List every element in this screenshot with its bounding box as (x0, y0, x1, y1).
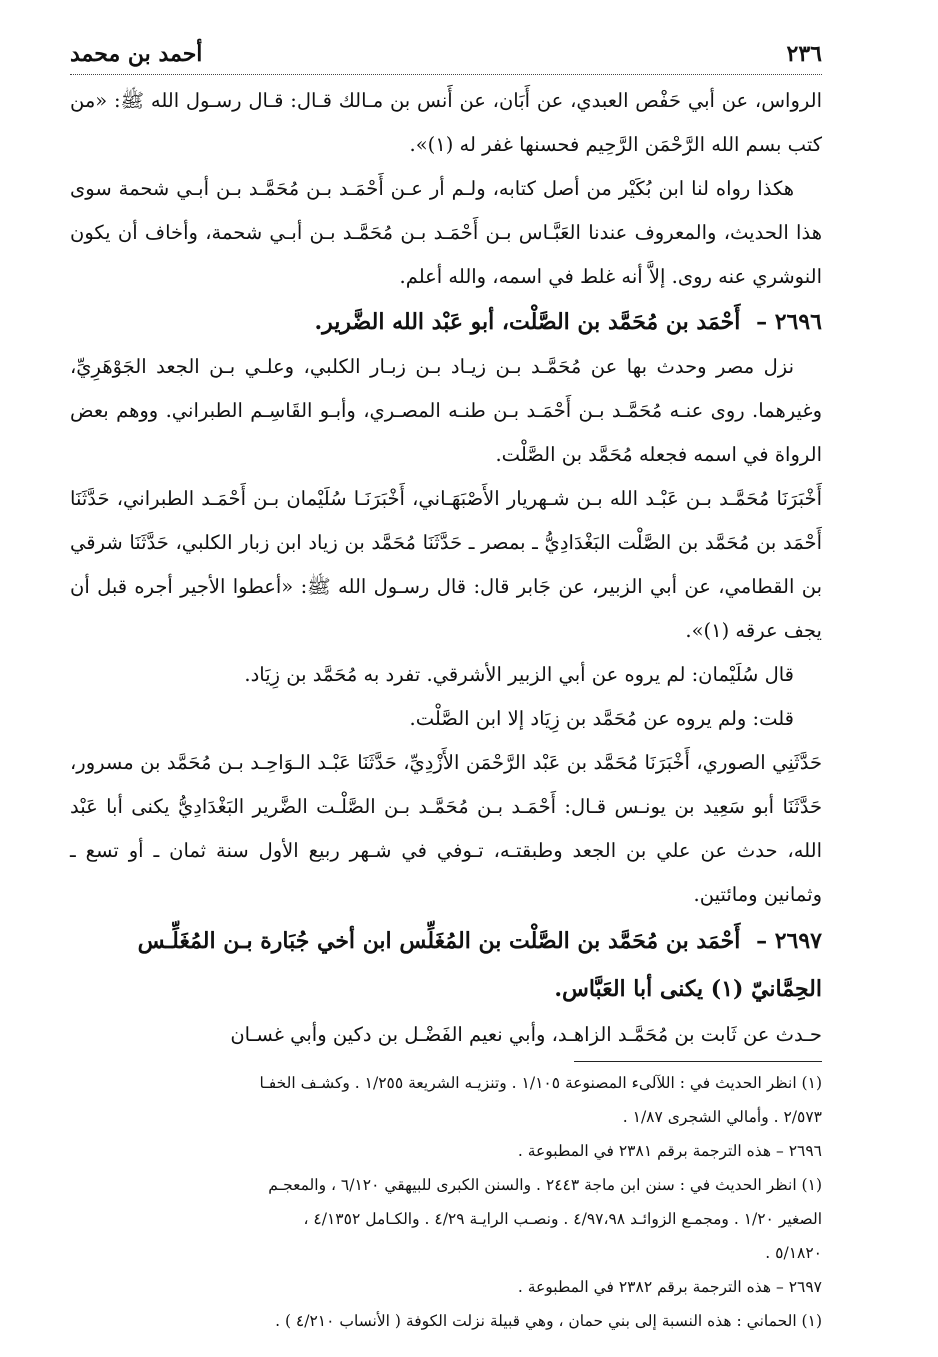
footnote-line: ٥/١٨٢٠ . (765, 1244, 822, 1262)
entry-heading-2697 (70, 917, 822, 1013)
main-text (70, 79, 822, 1057)
paragraph-2: هكذا رواه لنا ابن بُكَيْر من أصل كتابه، ولـم أر عـن أَحْمَـد بـن مُحَمَّـد بـن أبـي شحمة سوى هذا الحديث، والمعروف عندنا العَبَّـاس بـن أَحْمَـد بـن مُحَمَّـد بـن أبـي شحمة، وأخاف أن يكون النوشري عنه روى. إلاَّ أنه غلط في اسمه، والله أعلم. (70, 177, 822, 288)
page-number: ٢٣٦ (786, 41, 822, 67)
running-title: أحمد بن محمد (70, 41, 203, 67)
running-header (70, 34, 822, 75)
footnote-line: الصغير ١/٢٠ . ومجمـع الزوائـد ٤/٩٧،٩٨ . ونصـب الرايـة ٤/٢٩ . والكـامل ٤/١٣٥٢ ، (303, 1210, 822, 1228)
footnote-line: ٢٦٩٦ – هذه الترجمة برقم ٢٣٨١ في المطبوعة . (517, 1142, 822, 1160)
book-page (70, 34, 822, 1338)
footnote-separator (574, 1061, 822, 1062)
paragraph-3: نزل مصر وحدث بها عن مُحَمَّـد بـن زيـاد بـن زبـار الكلبي، وعلـي بـن الجعد الجَوْهَرِيِّ، وغيرهما. روى عنـه مُحَمَّـد بـن أَحْمَـد بـن طنـه المصـري، وأبـو القَاسِـم الطبراني. ووهم بعض الرواة في اسمه فجعله مُحَمَّد بن الصَّلْت. (70, 355, 822, 466)
entry-title: أَحْمَد بن مُحَمَّد بن الصَّلْت بن المُغَلِّس ابن أخي جُبَارة بـن المُغَلِّـس الحِمَّانيّ (١) يكنى أبا العَبَّاس. (137, 928, 822, 1002)
paragraph-1: الرواس، عن أبي حَفْص العبدي، عن أَبَان، عن أَنس بن مـالك قـال: قـال رسـول الله ﷺ: «من كتب بسم الله الرَّحْمَن الرَّحِيم فحسنها غفر له (١)». (70, 89, 822, 156)
footnote-line: (١) الحماني : هذه النسبة إلى بني حمان ، وهي قبيلة نزلت الكوفة ( الأنساب ٤/٢١٠ ) . (275, 1312, 822, 1330)
paragraph-4: أَخْبَرَنَا مُحَمَّـد بـن عَبْـد الله بـن شـهريار الأَصْبَهَـاني، أَخْبَرَنَـا سُلَيْمان بـن أَحْمَـد الطبراني، حَدَّثَنَا أَحْمَد بن مُحَمَّد بن الصَّلْت البَغْدَادِيُّ ـ بمصر ـ حَدَّثَنَا مُحَمَّد بن زياد ابن زبار الكلبي، حَدَّثَنَا شرقي بن القطامي، عن أبي الزبير، عن جَابر قال: قال رسـول الله ﷺ: «أعطوا الأجير أجره قبل أن يجف عرقه (١)». (70, 487, 822, 642)
paragraph-5: قال سُلَيْمان: لم يروه عن أبي الزبير الأشرقي. تفرد به مُحَمَّد بن زِيَاد. (244, 663, 794, 686)
paragraph-8: حـدث عن ثَابت بن مُحَمَّـد الزاهـد، وأبي نعيم الفَضْـل بن دكين وأبي غسـان (230, 1023, 822, 1046)
paragraph-6: قلت: ولم يروه عن مُحَمَّد بن زِيَاد إلا ابن الصَّلْت. (409, 707, 794, 730)
footnote-line: (١) انظر الحديث في : سنن ابن ماجة ٢٤٤٣ . والسنن الكبرى للبيهقي ٦/١٢٠ ، والمعجـم (268, 1176, 822, 1194)
paragraph-7: حَدَّثَنِي الصوري، أَخْبَرَنَا مُحَمَّد بن عَبْد الرَّحْمَن الأَزْدِيِّ، حَدَّثَنَا عَبْـد الـوَاحِـد بـن مُحَمَّد بن مسرور، حَدَّثَنَا أبو سَعِيد بن يونـس قـال: أَحْمَـد بـن مُحَمَّـد بـن الصَّلْـت الضَّرير البَغْدَادِيُّ يكنى أبا عَبْد الله، حدث عن علي بن الجعد وطبقتـه، تـوفي في شـهر ربيع الأول سنة ثمان ـ أو تسع ـ وثمانين ومائتين. (70, 751, 822, 906)
entry-number: ٢٦٩٧ – (756, 928, 822, 954)
entry-heading-2696 (70, 299, 822, 345)
entry-number: ٢٦٩٦ – (756, 309, 822, 335)
footnotes (70, 1066, 822, 1338)
footnote-line: ٢٦٩٧ – هذه الترجمة برقم ٢٣٨٢ في المطبوعة . (517, 1278, 822, 1296)
footnote-line: (١) انظر الحديث في : اللآلىء المصنوعة ١/١٠٥ . وتنزيـه الشريعة ١/٢٥٥ . وكشـف الخفـا (259, 1074, 822, 1092)
footnote-line: ٢/٥٧٣ . وأمالي الشجرى ١/٨٧ . (622, 1108, 822, 1126)
entry-title: أَحْمَد بن مُحَمَّد بن الصَّلْت، أبو عَبْد الله الضَّرير. (314, 309, 741, 335)
